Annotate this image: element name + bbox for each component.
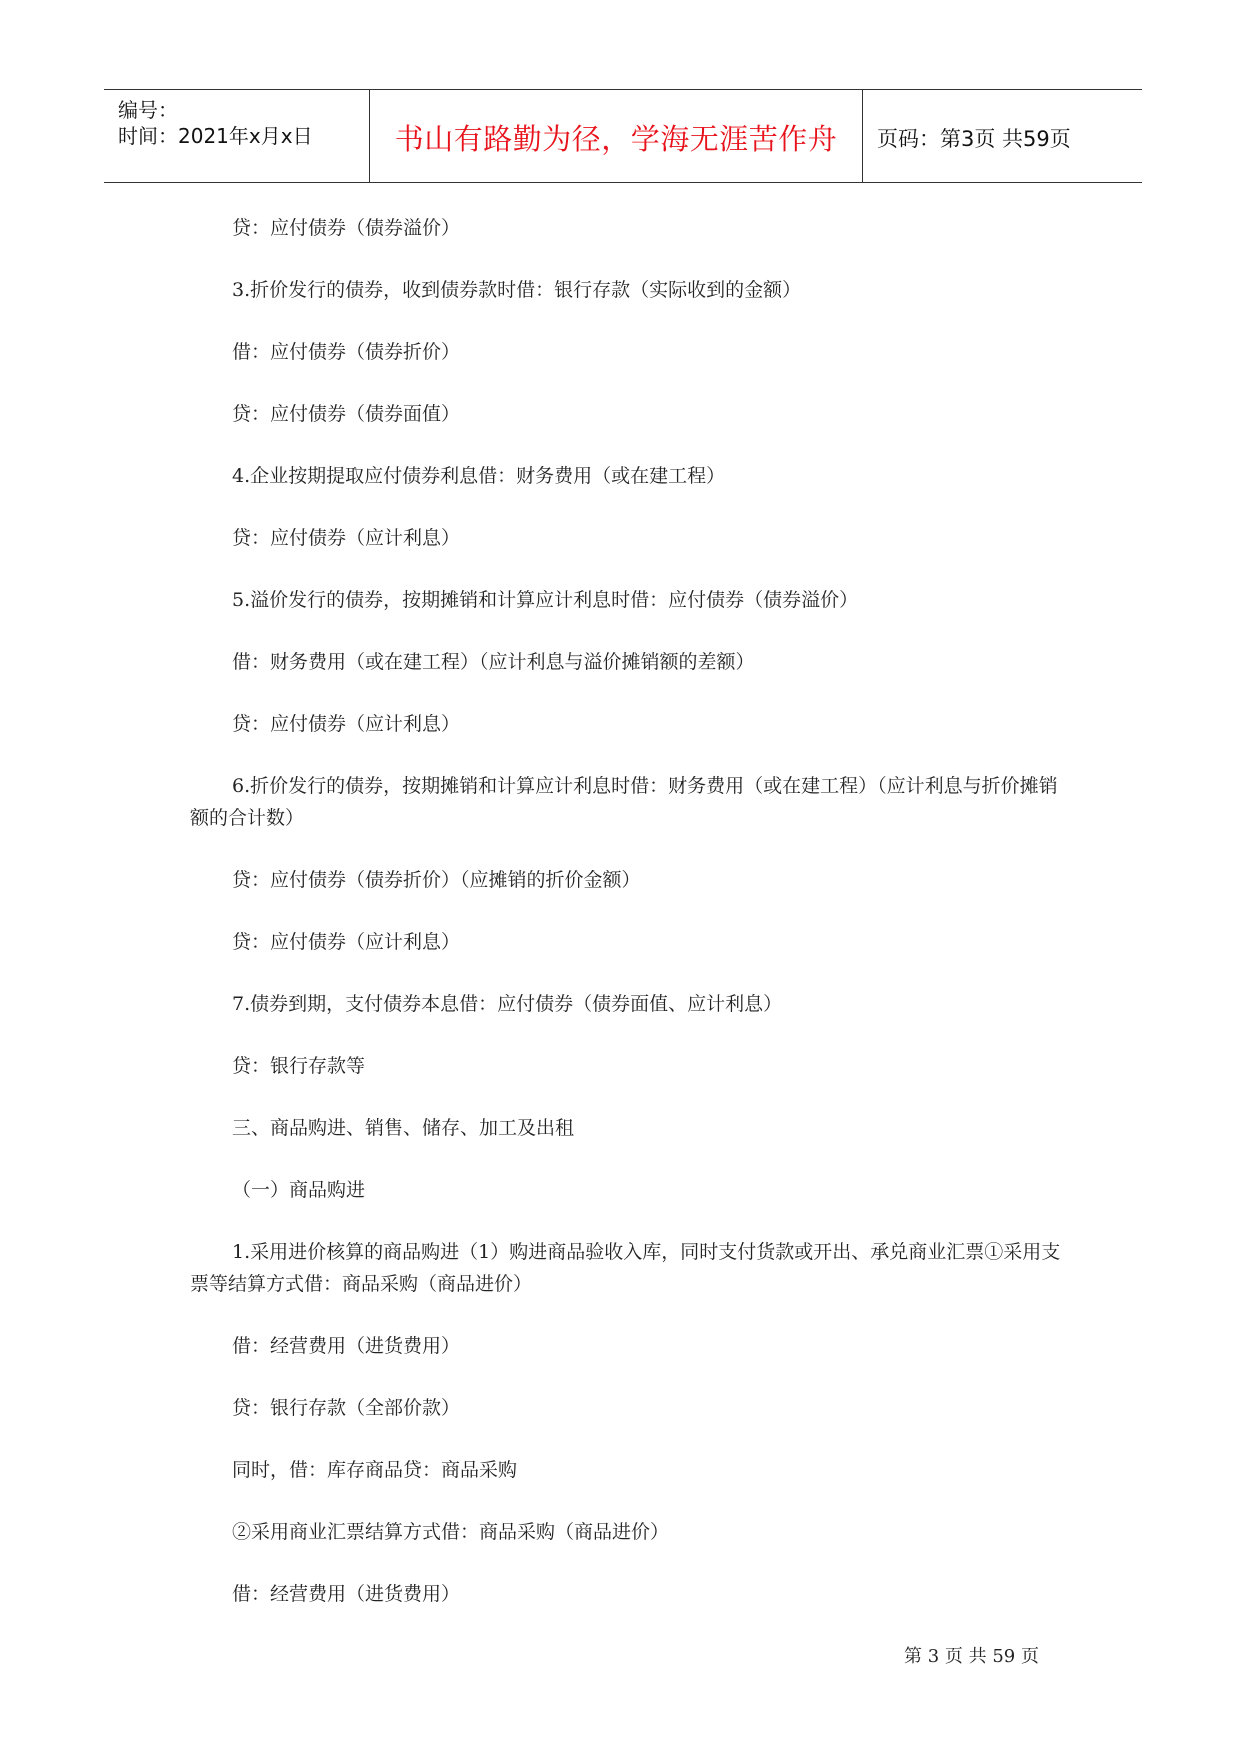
header-page-cell — [863, 90, 1142, 182]
body-paragraph: 同时，借：库存商品贷：商品采购 — [232, 1459, 518, 1481]
body-paragraph: 3.折价发行的债券，收到债券款时借：银行存款（实际收到的金额） — [232, 279, 802, 301]
document-body — [190, 212, 1070, 1640]
document-number-label: 编号： — [118, 98, 178, 122]
body-paragraph: 贷：应付债券（债券溢价） — [232, 217, 461, 239]
body-paragraph: 4.企业按期提取应付债券利息借：财务费用（或在建工程） — [232, 465, 726, 487]
body-paragraph: 贷：应付债券（应计利息） — [232, 713, 461, 735]
section-heading: 三、商品购进、销售、储存、加工及出租 — [232, 1117, 575, 1139]
header-page-code: 页码：第3页 共59页 — [877, 127, 1071, 151]
page-header — [104, 89, 1142, 183]
body-paragraph: 7.债券到期，支付债券本息借：应付债券（债券面值、应计利息） — [232, 993, 783, 1015]
header-motto: 书山有路勤为径，学海无涯苦作舟 — [394, 122, 838, 156]
body-paragraph: 借：财务费用（或在建工程）（应计利息与溢价摊销额的差额） — [232, 651, 755, 673]
header-info-cell — [104, 90, 369, 182]
body-paragraph: 借：应付债券（债券折价） — [232, 341, 461, 363]
document-time-label: 时间：2021年x月x日 — [118, 124, 313, 148]
body-paragraph: 贷：银行存款等 — [232, 1055, 366, 1077]
body-paragraph: 贷：应付债券（债券折价）（应摊销的折价金额） — [232, 869, 641, 891]
body-paragraph: ②采用商业汇票结算方式借：商品采购（商品进价） — [232, 1521, 670, 1543]
body-paragraph: 贷：应付债券（债券面值） — [232, 403, 461, 425]
page-footer-number: 第 3 页 共 59 页 — [904, 1646, 1039, 1667]
body-paragraph: 贷：银行存款（全部价款） — [232, 1397, 461, 1419]
body-paragraph: 贷：应付债券（应计利息） — [232, 527, 461, 549]
body-paragraph: 借：经营费用（进货费用） — [232, 1335, 461, 1357]
body-paragraph: 借：经营费用（进货费用） — [232, 1583, 461, 1605]
body-paragraph: 5.溢价发行的债券，按期摊销和计算应计利息时借：应付债券（债券溢价） — [232, 589, 859, 611]
body-paragraph: 贷：应付债券（应计利息） — [232, 931, 461, 953]
body-paragraph: 1.采用进价核算的商品购进（1）购进商品验收入库，同时支付货款或开出、承兑商业汇票①采用支票等结算方式借：商品采购（商品进价） — [190, 1241, 1061, 1295]
body-paragraph: 6.折价发行的债券，按期摊销和计算应计利息时借：财务费用（或在建工程）（应计利息与折价摊销额的合计数） — [190, 775, 1058, 829]
subsection-heading: （一）商品购进 — [232, 1179, 366, 1201]
header-motto-cell — [369, 90, 863, 182]
